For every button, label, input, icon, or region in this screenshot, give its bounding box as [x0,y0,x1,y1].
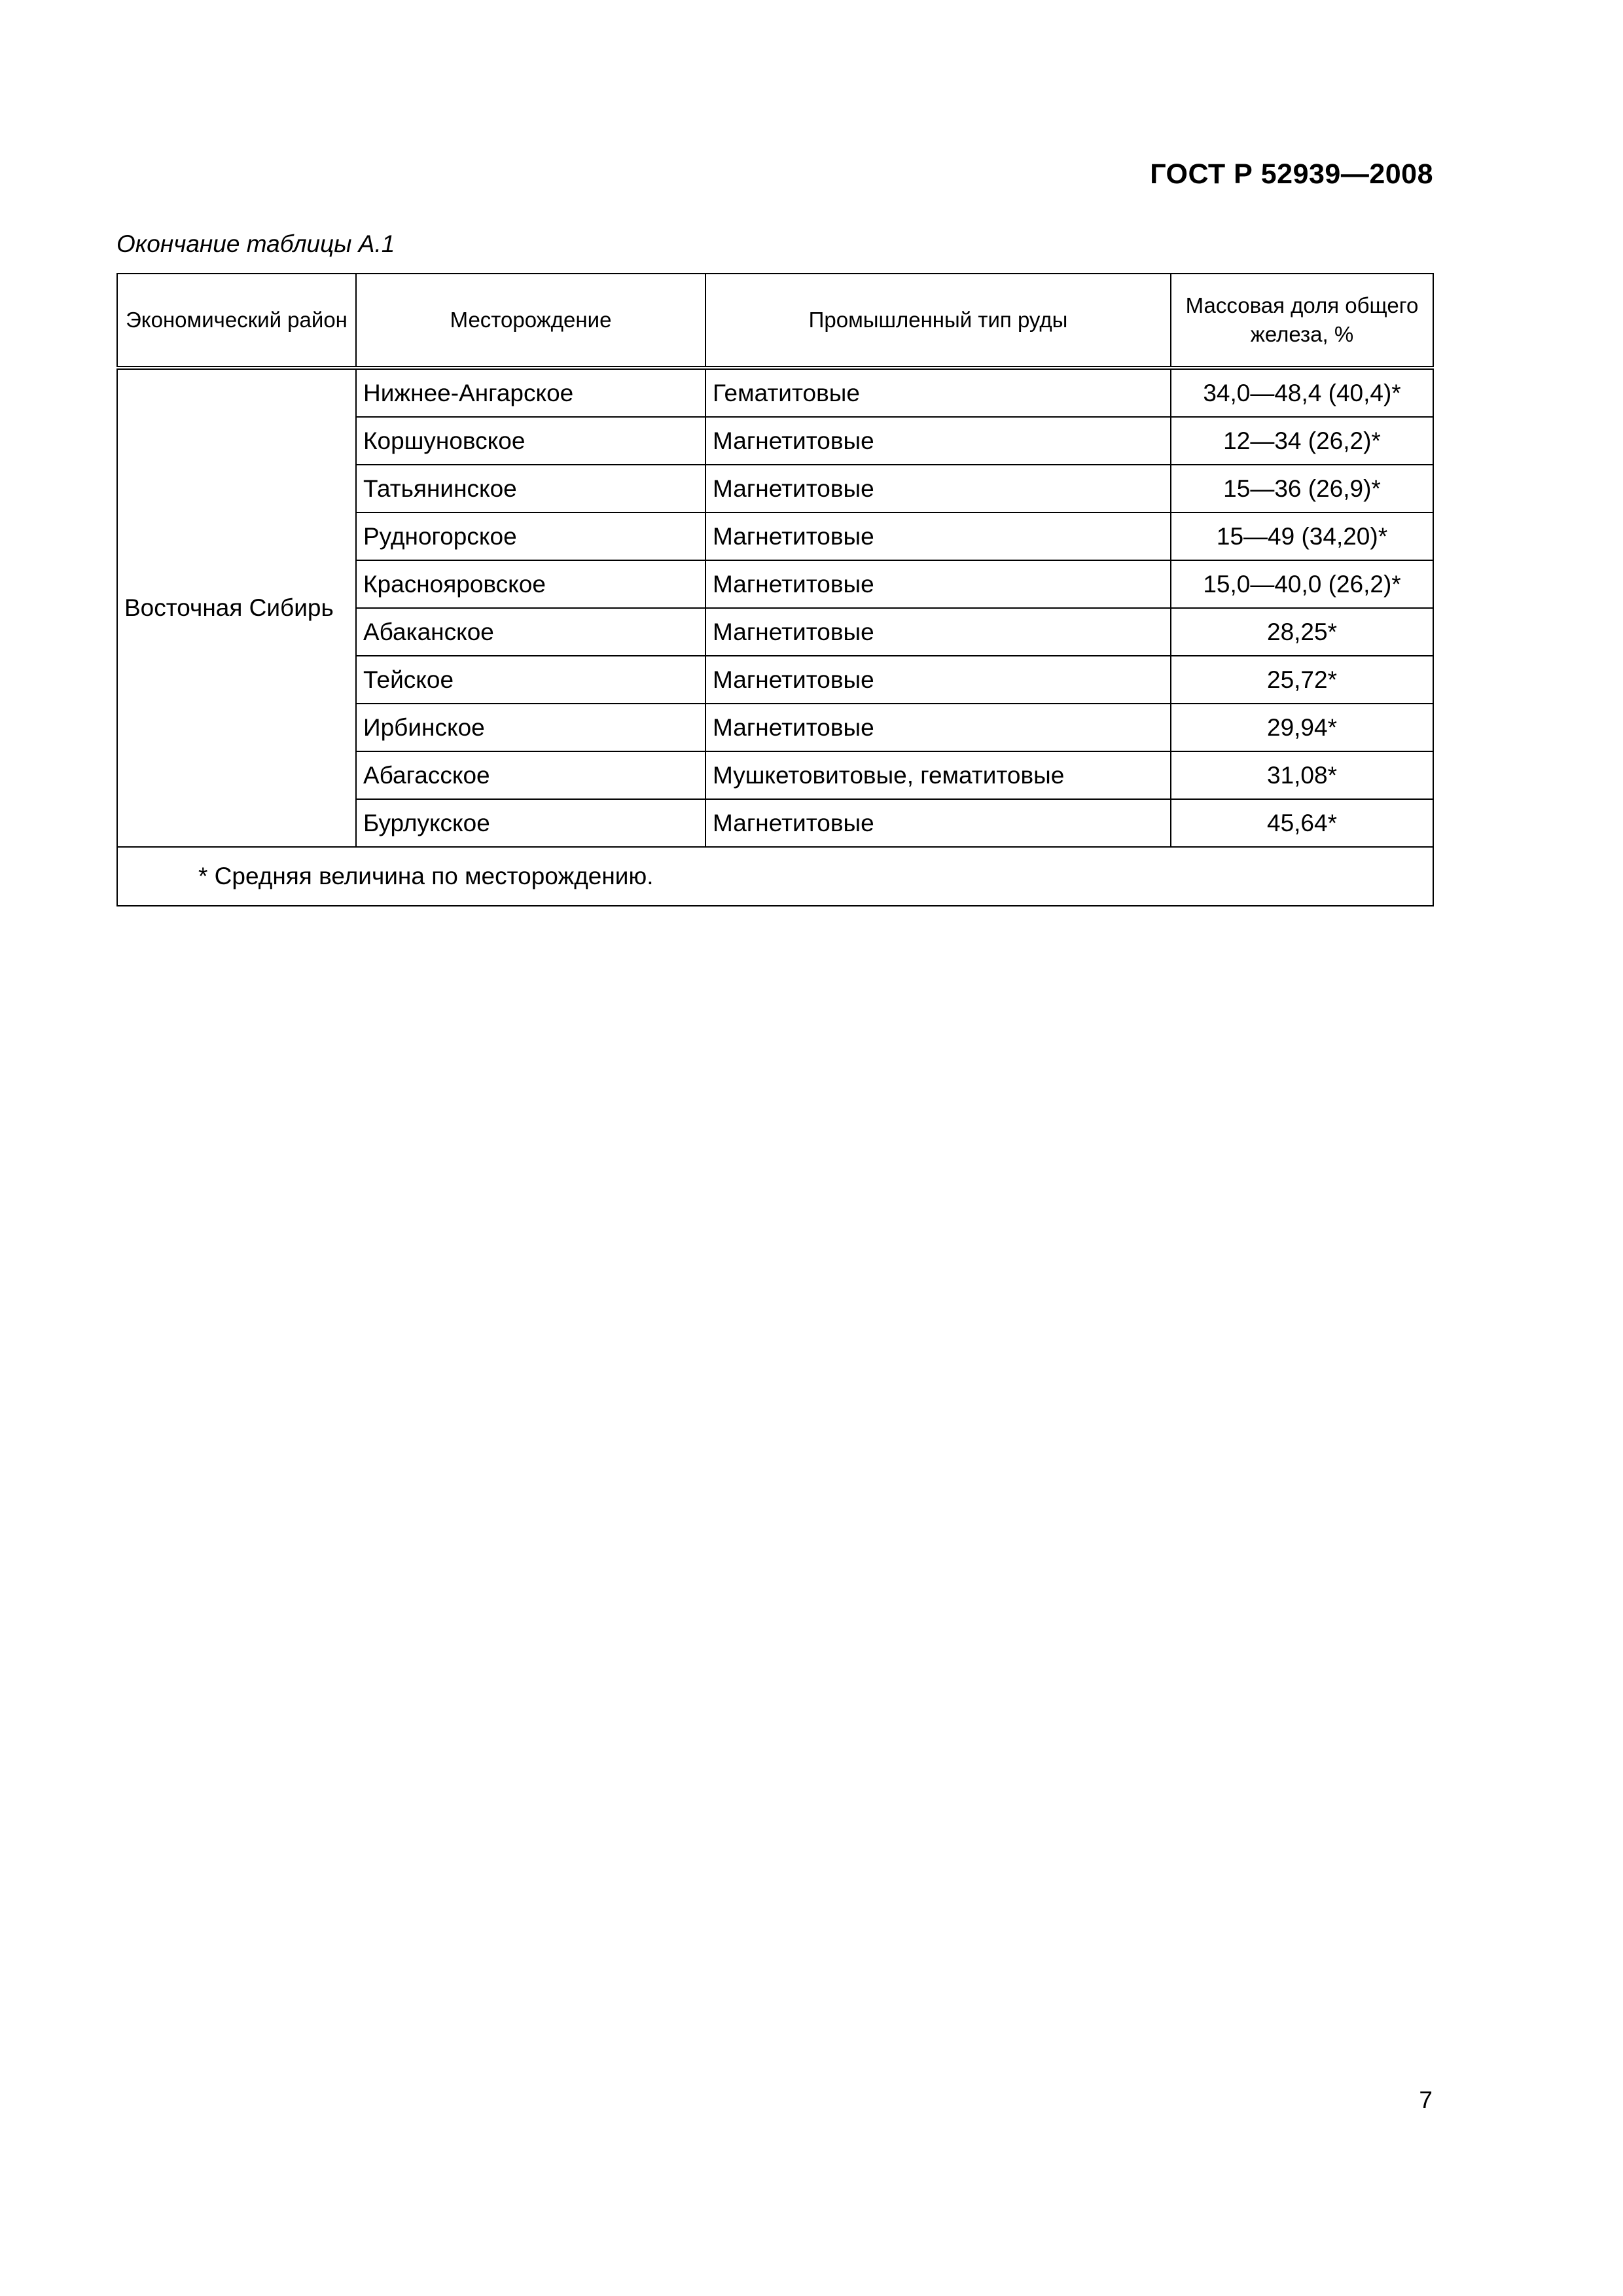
deposit-cell: Рудногорское [356,512,705,560]
deposit-cell: Тейское [356,656,705,704]
deposit-cell: Татьянинское [356,465,705,512]
deposit-cell: Нижнее-Ангарское [356,368,705,417]
document-code: ГОСТ Р 52939—2008 [1150,158,1433,190]
ore-type-cell: Магнетитовые [705,560,1171,608]
iron-fraction-cell: 45,64* [1171,799,1433,847]
iron-fraction-cell: 28,25* [1171,608,1433,656]
ore-type-cell: Магнетитовые [705,608,1171,656]
iron-fraction-cell: 25,72* [1171,656,1433,704]
table-footnote: * Средняя величина по месторождению. [117,847,1433,906]
iron-fraction-cell: 34,0—48,4 (40,4)* [1171,368,1433,417]
table-caption: Окончание таблицы А.1 [116,230,395,257]
deposit-cell: Краснояровское [356,560,705,608]
deposit-cell: Ирбинское [356,704,705,751]
ore-type-cell: Магнетитовые [705,799,1171,847]
header-ore-type: Промышленный тип руды [705,274,1171,368]
iron-fraction-cell: 15—49 (34,20)* [1171,512,1433,560]
page-number: 7 [1419,2087,1433,2113]
iron-fraction-cell: 15,0—40,0 (26,2)* [1171,560,1433,608]
table-header-row [117,274,1433,368]
deposit-cell: Абаканское [356,608,705,656]
ore-type-cell: Магнетитовые [705,512,1171,560]
ore-type-cell: Магнетитовые [705,704,1171,751]
ore-type-cell: Мушкетовитовые, гематитовые [705,751,1171,799]
iron-fraction-cell: 29,94* [1171,704,1433,751]
iron-fraction-cell: 31,08* [1171,751,1433,799]
iron-deposits-table [116,273,1434,906]
footnote-row [117,847,1433,906]
table-row [117,368,1433,417]
ore-type-cell: Магнетитовые [705,465,1171,512]
header-iron-fraction: Массовая доля общего железа, % [1171,274,1433,368]
deposit-cell: Бурлукское [356,799,705,847]
ore-type-cell: Гематитовые [705,368,1171,417]
header-deposit: Месторождение [356,274,705,368]
region-cell: Восточная Сибирь [117,368,356,847]
header-economic-region: Экономический район [117,274,356,368]
ore-type-cell: Магнетитовые [705,656,1171,704]
deposit-cell: Абагасское [356,751,705,799]
iron-fraction-cell: 15—36 (26,9)* [1171,465,1433,512]
iron-fraction-cell: 12—34 (26,2)* [1171,417,1433,465]
deposit-cell: Коршуновское [356,417,705,465]
ore-type-cell: Магнетитовые [705,417,1171,465]
